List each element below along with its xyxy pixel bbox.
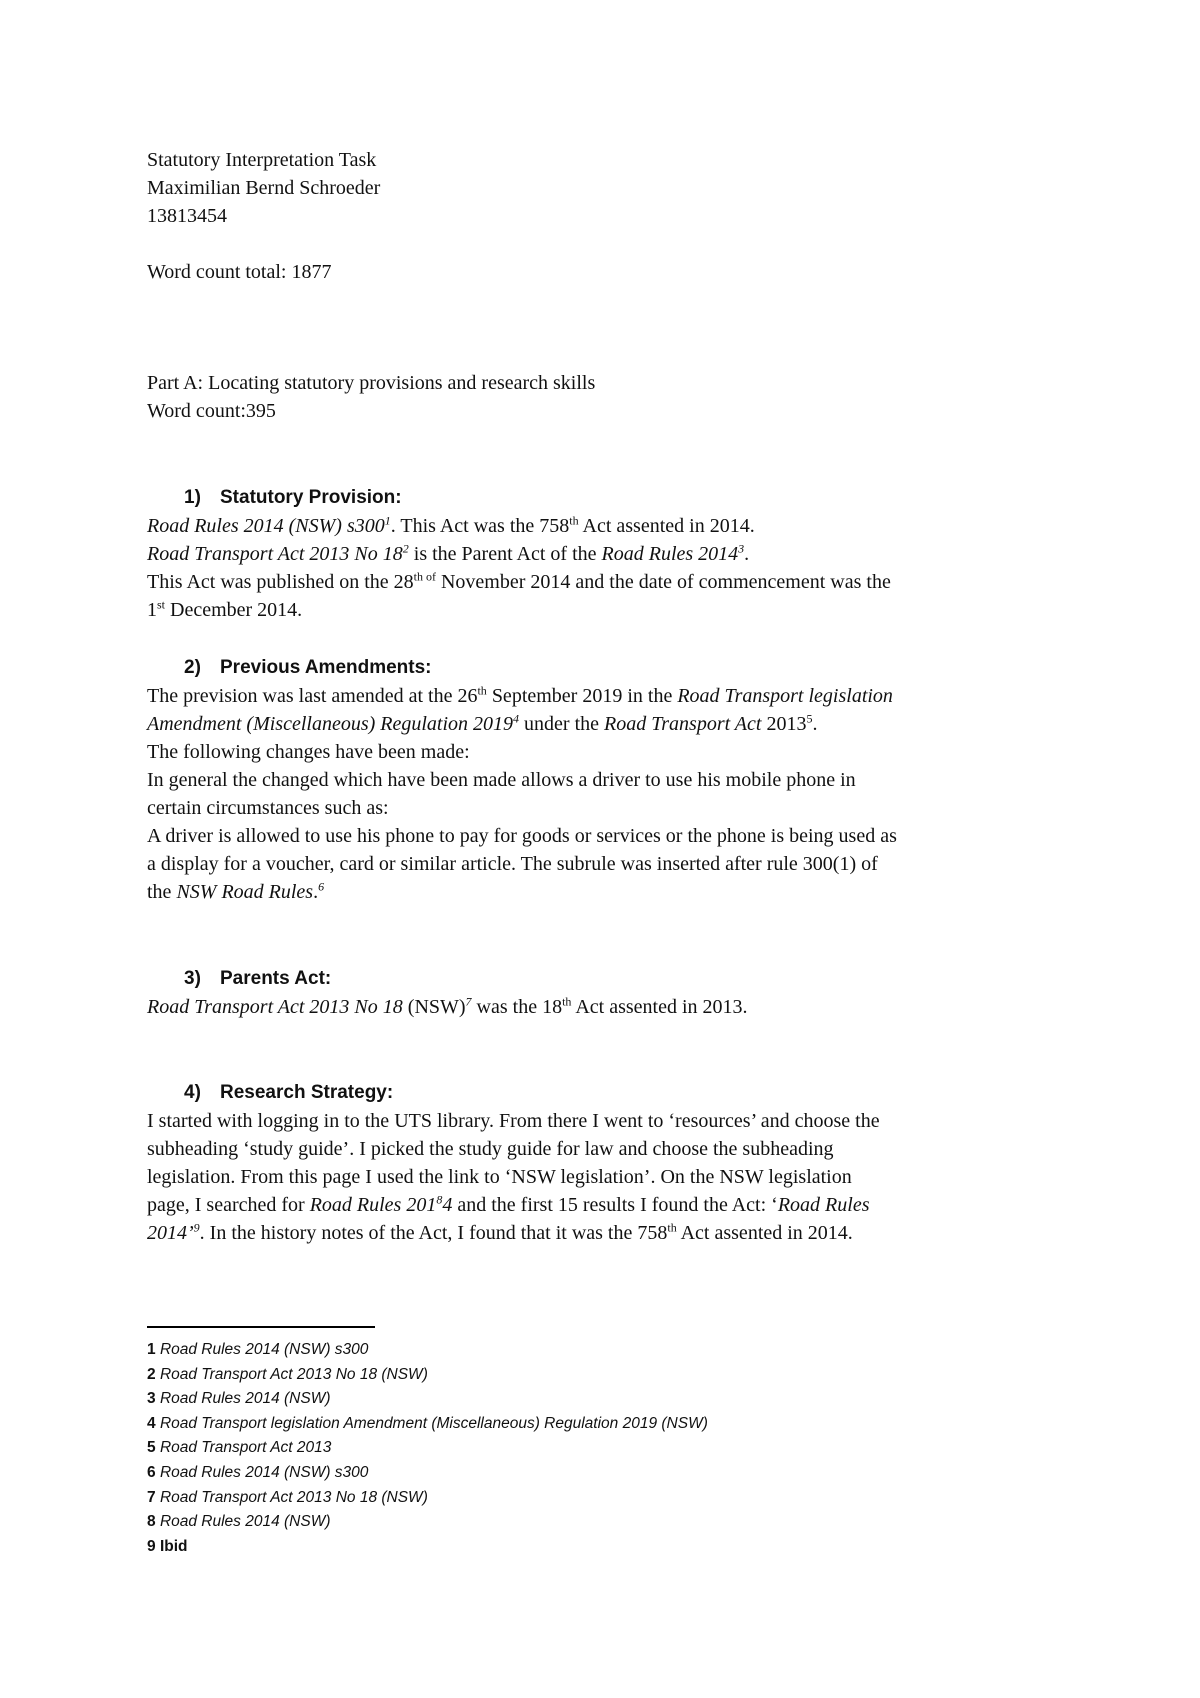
section-body: [147, 1107, 1087, 1247]
text-run: .: [313, 881, 319, 903]
paragraph-line: [147, 850, 1087, 878]
footnote-number: 3: [147, 1390, 156, 1408]
text-run: 2013: [761, 713, 807, 735]
footnote-reference: 6: [318, 879, 325, 894]
text-run: Act assented in 2014.: [676, 1222, 853, 1244]
text-run: In general the changed which have been made allows a driver to use his mobile phone in: [147, 769, 856, 791]
text-run: Road Transport Act: [604, 713, 762, 735]
footnote-text: Road Transport Act 2013: [159, 1439, 332, 1457]
paragraph-line: [147, 710, 1087, 738]
footnote-reference: 4: [513, 711, 520, 726]
section-heading: 3) Parents Act:: [184, 968, 332, 989]
paragraph-line: [147, 1135, 1087, 1163]
text-run: legislation. From this page I used the link to ‘NSW legislation’. On the NSW legislation: [147, 1166, 852, 1188]
footnote-reference: th: [667, 1220, 677, 1235]
student-id: 13813454: [147, 205, 227, 227]
text-run: . This Act was the 758: [390, 515, 570, 537]
paragraph-line: [147, 1107, 1087, 1135]
paragraph-line: [147, 794, 1087, 822]
text-run: Road Transport legislation: [677, 685, 893, 707]
text-run: November 2014 and the date of commencement was the: [435, 571, 891, 593]
text-run: (NSW): [402, 996, 466, 1018]
paragraph-line: [147, 993, 1087, 1021]
footnote-reference: 8: [436, 1192, 443, 1207]
footnote-number: 8: [147, 1513, 156, 1531]
text-run: Road Rules 201: [309, 1194, 437, 1216]
footnote-text: Road Rules 2014 (NSW) s300: [159, 1463, 369, 1481]
footnote-separator: [147, 1326, 375, 1328]
footnote-text: Ibid: [159, 1537, 188, 1555]
text-run: under the: [519, 713, 605, 735]
footnote-number: 7: [147, 1488, 156, 1506]
text-run: Road Transport Act 2013 No 18: [147, 996, 403, 1018]
footnote-reference: th: [477, 683, 487, 698]
text-run: Act assented in 2013.: [571, 996, 748, 1018]
author-name: Maximilian Bernd Schroeder: [147, 177, 381, 199]
document-title: Statutory Interpretation Task: [147, 149, 377, 171]
text-run: .: [744, 543, 750, 565]
paragraph-line: [147, 766, 1087, 794]
section-2: [147, 654, 1087, 906]
paragraph-line: [147, 568, 1087, 596]
footnote-item: [147, 1436, 708, 1461]
section-3: [147, 965, 1087, 1021]
footnote-text: Road Transport Act 2013 No 18 (NSW): [159, 1488, 428, 1506]
text-run: the: [147, 881, 177, 903]
text-run: Road Transport Act 2013 No 18: [147, 543, 403, 565]
text-run: was the 18: [471, 996, 563, 1018]
footnote-text: Road Transport legislation Amendment (Miscellaneous) Regulation 2019 (NSW): [159, 1414, 708, 1432]
text-run: Act assented in 2014.: [578, 515, 755, 537]
paragraph-line: [147, 1163, 1087, 1191]
footnote-number: 1: [147, 1341, 156, 1358]
text-run: 4: [442, 1194, 453, 1216]
section-1: [147, 484, 1087, 624]
text-run: and the first 15 results I found the Act: ‘: [452, 1194, 778, 1216]
footnote-number: 2: [147, 1365, 156, 1383]
section-heading: 2) Previous Amendments:: [184, 657, 432, 678]
footnote-item: [147, 1363, 708, 1388]
document-header: [147, 146, 1087, 286]
text-run: certain circumstances such as:: [147, 797, 389, 819]
footnote-text: Road Rules 2014 (NSW): [159, 1390, 331, 1408]
word-count-total: Word count total: 1877: [147, 261, 332, 283]
part-a-word-count: Word count:395: [147, 400, 276, 422]
footnote-number: 6: [147, 1463, 156, 1481]
text-run: This Act was published on the 28: [147, 571, 414, 593]
section-body: [147, 682, 1087, 906]
text-run: 1: [147, 599, 157, 621]
footnote-reference: th: [569, 513, 579, 528]
footnote-number: 9: [147, 1537, 156, 1555]
paragraph-line: [147, 682, 1087, 710]
part-a-header: [147, 369, 1087, 425]
footnote-item: [147, 1338, 708, 1363]
footnote-reference: 7: [465, 994, 472, 1009]
footnote-text: Road Rules 2014 (NSW): [159, 1513, 331, 1531]
section-4: [147, 1079, 1087, 1247]
footnote-item: [147, 1510, 708, 1535]
footnote-item: [147, 1535, 708, 1560]
footnote-text: Road Rules 2014 (NSW) s300: [159, 1341, 369, 1358]
footnote-number: 5: [147, 1439, 156, 1457]
footnote-number: 4: [147, 1414, 156, 1432]
text-run: I started with logging in to the UTS library. From there I went to ‘resources’ and choose the: [147, 1110, 880, 1132]
text-run: page, I searched for: [147, 1194, 310, 1216]
text-run: a display for a voucher, card or similar article. The subrule was inserted after rule 300(1) of: [147, 853, 878, 875]
text-run: . In the history notes of the Act, I found that it was the 758: [199, 1222, 668, 1244]
paragraph-line: [147, 596, 1087, 624]
footnote-item: [147, 1486, 708, 1511]
footnote-reference: 3: [738, 541, 745, 556]
part-a-title: Part A: Locating statutory provisions and research skills: [147, 372, 596, 394]
text-run: NSW Road Rules: [176, 881, 314, 903]
text-run: The following changes have been made:: [147, 741, 470, 763]
text-run: The prevision was last amended at the 26: [147, 685, 478, 707]
text-run: Road Rules 2014 (NSW) s300: [147, 515, 385, 537]
footnote-reference: th: [562, 994, 572, 1009]
footnote-text: Road Transport Act 2013 No 18 (NSW): [159, 1365, 428, 1383]
footnote-reference: 2: [402, 541, 409, 556]
text-run: is the Parent Act of the: [408, 543, 602, 565]
paragraph-line: [147, 512, 1087, 540]
paragraph-line: [147, 738, 1087, 766]
paragraph-line: [147, 1191, 1087, 1219]
section-body: [147, 993, 1087, 1021]
text-run: Amendment (Miscellaneous) Regulation 2019: [147, 713, 514, 735]
footnote-item: [147, 1412, 708, 1437]
footnote-item: [147, 1387, 708, 1412]
section-heading: 4) Research Strategy:: [184, 1082, 394, 1103]
footnote-reference: 9: [193, 1220, 200, 1235]
text-run: .: [812, 713, 818, 735]
text-run: subheading ‘study guide’. I picked the study guide for law and choose the subheading: [147, 1138, 834, 1160]
text-run: December 2014.: [165, 599, 303, 621]
paragraph-line: [147, 540, 1087, 568]
footnotes: [147, 1338, 708, 1559]
text-run: A driver is allowed to use his phone to pay for goods or services or the phone is being used as: [147, 825, 897, 847]
footnote-reference: 1: [384, 513, 391, 528]
paragraph-line: [147, 822, 1087, 850]
footnote-reference: st: [157, 597, 166, 612]
text-run: Road Rules 2014: [601, 543, 739, 565]
section-body: [147, 512, 1087, 624]
paragraph-line: [147, 878, 1087, 906]
text-run: 2014’: [147, 1222, 194, 1244]
section-heading: 1) Statutory Provision:: [184, 487, 402, 508]
text-run: Road Rules: [777, 1194, 870, 1216]
footnote-reference: 5: [806, 711, 813, 726]
text-run: September 2019 in the: [486, 685, 678, 707]
footnote-item: [147, 1461, 708, 1486]
paragraph-line: [147, 1219, 1087, 1247]
footnote-reference: th of: [413, 569, 436, 584]
